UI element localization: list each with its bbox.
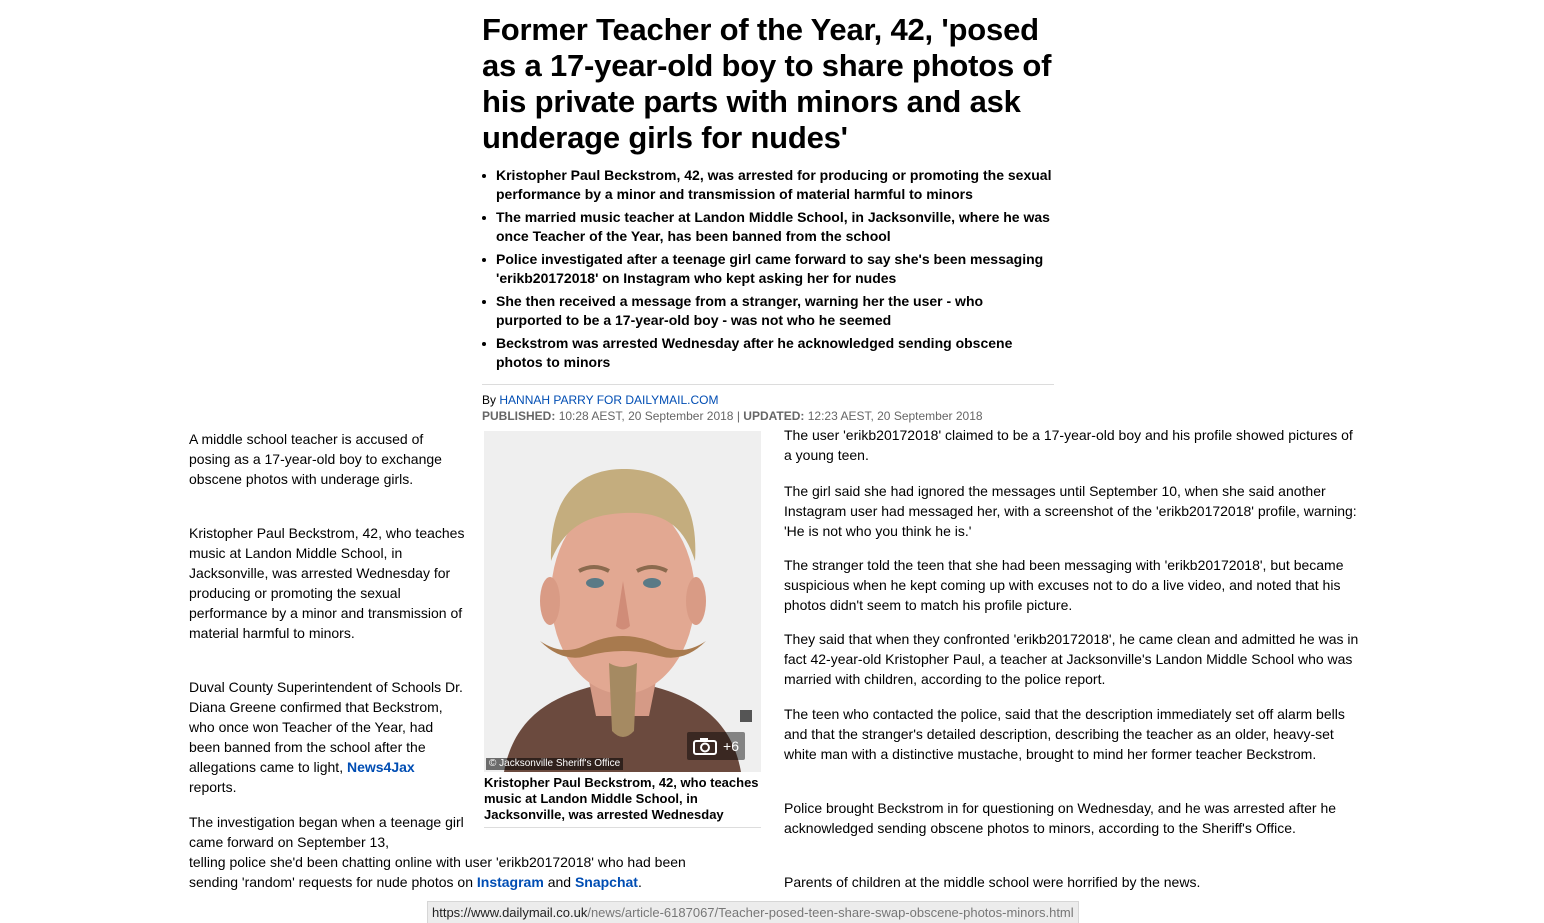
body-paragraph: Kristopher Paul Beckstrom, 42, who teaches music at Landon Middle School, in Jacksonville, was arrested Wednesday for producing or promoting the sexual performance by a minor and transmission of material harmful to minors. (189, 525, 465, 641)
mugshot-photo[interactable] (484, 431, 761, 772)
body-text: reports. (189, 779, 237, 795)
summary-bullet: Beckstrom was arrested Wednesday after he acknowledged sending obscene photos to minors (480, 334, 1052, 372)
body-paragraph: A middle school teacher is accused of posing as a 17-year-old boy to exchange obscene photos with underage girls. (189, 431, 442, 487)
body-text: telling police she'd been chatting online with user 'erikb20172018' who had been sending 'random' requests for nude photos on (189, 854, 686, 890)
updated-label: UPDATED: (743, 409, 805, 423)
news4jax-link[interactable]: News4Jax (346, 759, 415, 775)
published-label: PUBLISHED: (482, 409, 556, 423)
gallery-count: +6 (723, 738, 739, 754)
byline-divider (482, 384, 1054, 385)
mugshot-illustration (484, 431, 761, 772)
summary-bullet: The married music teacher at Landon Middle School, in Jacksonville, where he was once Teacher of the Year, has been banned from the school (480, 208, 1052, 246)
body-paragraph: Police brought Beckstrom in for questioning on Wednesday, and he was arrested after he acknowledged sending obscene photos to minors, according to the Sheriff's Office. (784, 800, 1337, 836)
body-text: . (637, 874, 642, 890)
instagram-link[interactable]: Instagram (476, 874, 544, 890)
body-paragraph (189, 852, 719, 892)
byline (482, 393, 719, 408)
body-paragraph: They said that when they confronted 'erikb20172018', he came clean and admitted he was in fact 42-year-old Kristopher Paul, a teacher at Jacksonville's Landon Middle School who was married with children, according to the police report. (784, 631, 1359, 687)
summary-bullets (480, 166, 1052, 376)
url-host: https://www.dailymail.co.uk (432, 905, 588, 920)
body-paragraph: The stranger told the teen that she had been messaging with 'erikb20172018', but became suspicious when he kept coming up with excuses not to do a live video, and noted that his photos didn't seem to match his profile picture. (784, 557, 1344, 613)
body-paragraph: The user 'erikb20172018' claimed to be a 17-year-old boy and his profile showed pictures of a young teen. (784, 427, 1353, 463)
summary-bullet: She then received a message from a stranger, warning her the user - who purported to be a 17-year-old boy - was not who he seemed (480, 292, 1052, 330)
photo-caption: Kristopher Paul Beckstrom, 42, who teaches music at Landon Middle School, in Jacksonville, was arrested Wednesday (484, 775, 759, 822)
author-link[interactable]: HANNAH PARRY FOR DAILYMAIL.COM (499, 393, 719, 407)
body-paragraph: Parents of children at the middle school were horrified by the news. (784, 874, 1201, 890)
photo-credit: © Jacksonville Sheriff's Office (486, 758, 623, 770)
snapchat-link[interactable]: Snapchat (574, 874, 638, 890)
body-paragraph: The teen who contacted the police, said that the description immediately set off alarm bells and that the stranger's detailed description, describing the teacher as an older, heavy-set white man with a distinctive mustache, brought to mind her former teacher Beckstrom. (784, 706, 1345, 762)
body-paragraph: The girl said she had ignored the messages until September 10, when she said another Instagram user had messaged her, with a screenshot of the 'erikb20172018' profile, warning: 'He is not who you think he is.' (784, 483, 1357, 539)
dateline (482, 409, 983, 424)
body-paragraph (189, 677, 465, 797)
url-path: /news/article-6187067/Teacher-posed-teen-share-swap-obscene-photos-minors.html (587, 905, 1074, 920)
updated-value: 12:23 AEST, 20 September 2018 (807, 409, 983, 423)
published-value: 10:28 AEST, 20 September 2018 (558, 409, 734, 423)
summary-bullet: Police investigated after a teenage girl came forward to say she's been messaging 'erikb20172018' on Instagram who kept asking her for nudes (480, 250, 1052, 288)
article-headline: Former Teacher of the Year, 42, 'posed as a 17-year-old boy to share photos of his private parts with minors and ask underage girls for nudes' (482, 12, 1052, 155)
body-paragraph: The investigation began when a teenage girl came forward on September 13, (189, 814, 464, 850)
date-separator: | (736, 409, 740, 423)
byline-prefix: By (482, 393, 497, 407)
gallery-button[interactable] (687, 732, 745, 760)
camera-icon (693, 737, 717, 755)
summary-bullet: Kristopher Paul Beckstrom, 42, was arrested for producing or promoting the sexual performance by a minor and transmission of material harmful to minors (480, 166, 1052, 204)
caption-divider (484, 827, 761, 828)
body-text: and (547, 874, 572, 890)
body-text: Duval County Superintendent of Schools Dr. Diana Greene confirmed that Beckstrom, who once won Teacher of the Year, had been banned from the school after the allegations came to light, (189, 679, 463, 775)
status-bar-url (427, 901, 1079, 923)
